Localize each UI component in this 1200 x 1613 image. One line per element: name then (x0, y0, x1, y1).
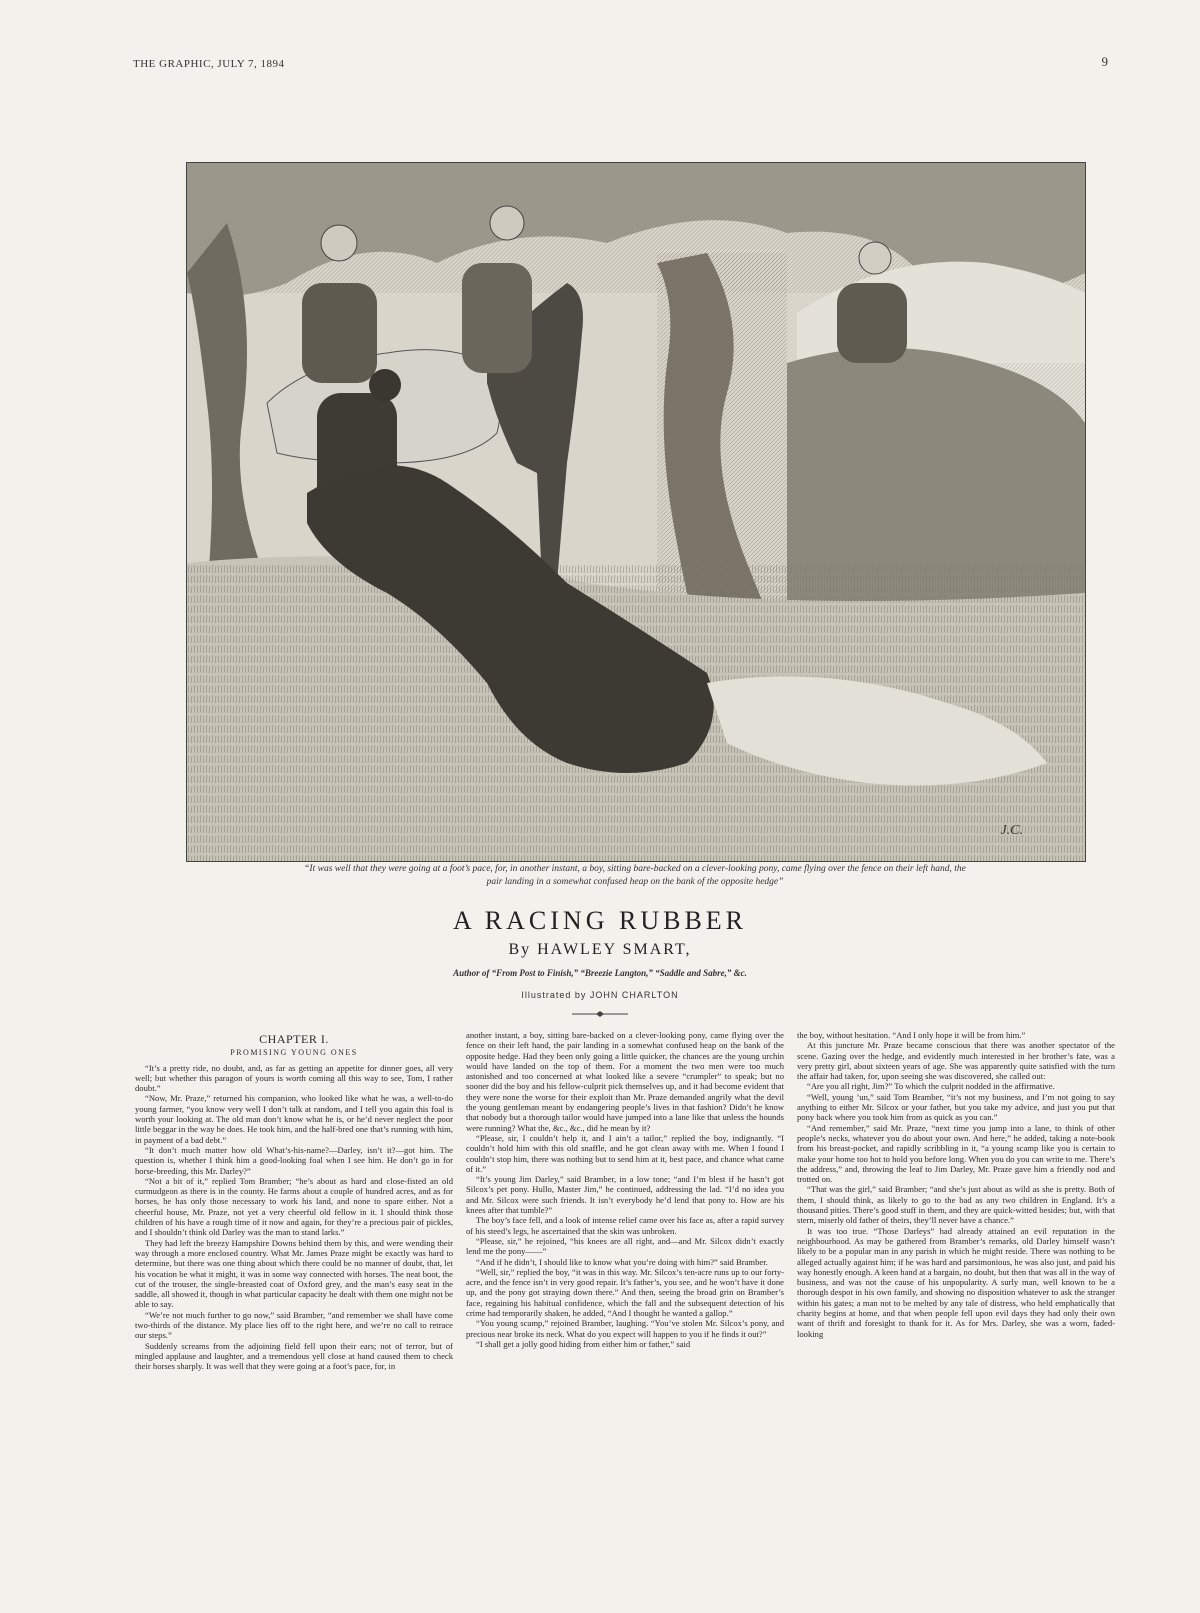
paragraph: Suddenly screams from the adjoining field fell upon their ears; not of terror, but of mingled applause and laughter, and a tremendous yell close at hand caused them to check their horses sharply. It was well that they were going at a foot’s pace, for, in (135, 1340, 453, 1372)
chapter-heading: CHAPTER I. (259, 1032, 329, 1046)
paragraph: “Well, young ’un,” said Tom Bramber, “it’s not my business, and I’m not going to say anything to either Mr. Silcox or your father, but you take my advice, and just you put that pony back where you took him from as quick as you can.” (797, 1091, 1115, 1123)
paragraph: “I shall get a jolly good hiding from either him or father,” said (476, 1338, 691, 1349)
text-column-1 (135, 1034, 453, 1372)
caption-line: “It was well that they were going at a foot’s pace, for, in another instant, a boy, sitting bare-backed on a clever-looking pony, came flying over the fence on their left hand, the (304, 864, 966, 874)
illustrator-credit: Illustrated by JOHN CHARLTON (521, 990, 679, 1000)
artist-signature: J.C. (1000, 823, 1023, 838)
page-header (133, 54, 1108, 78)
text-column-3 (797, 1030, 1115, 1339)
paragraph: “Please, sir,” he rejoined, “his knees are all right, and—and Mr. Silcox didn’t exactly lend me the pony——” (466, 1235, 784, 1257)
paragraph: “It don’t much matter how old What’s-his-name?—Darley, isn’t it?—got him. The question is, whether I think him a good-looking foal when I see him. He don’t go in for horse-breeding, this Mr. Darley?” (135, 1144, 453, 1176)
paragraph: “We’re not much further to go now,” said Bramber, “and remember we shall have come two-thirds of the distance. My place lies off to the right here, and we’re no call to retrace our steps.” (135, 1309, 453, 1341)
caption-line: pair landing in a somewhat confused heap on the bank of the opposite hedge” (486, 877, 784, 887)
running-head: THE GRAPHIC, JULY 7, 1894 (133, 58, 285, 70)
paragraph: The boy’s face fell, and a look of intense relief came over his face as, after a rapid survey of his steed’s legs, he ascertained that the skin was unbroken. (466, 1215, 784, 1236)
author-name: HAWLEY SMART, (537, 941, 692, 958)
author-credits: Author of “From Post to Finish,” “Breezie Langton,” “Saddle and Sabre,” &c. (453, 968, 747, 978)
paragraph: another instant, a boy, sitting bare-backed on a clever-looking pony, came flying over the fence on their left hand, the pair landing in a somewhat confused heap on the bank of the opposite hedge. Had they been only going a little quicker, the chances are the young urchin would have landed on the top of them. For a moment the two men were too much astonished and too concerned at what looked like a severe “crumpler” to speak; but no sooner did the boy and his fellow-culprit pick themselves up, and it had become evident that they were none the worse for their exploit than Mr. Praze demanded angrily what the devil the young gentleman meant by endangering people’s lives in that fashion? Didn’t he know that nobody but a thorough tailor would have jumped into a lane like that unless the hounds were running? What the, &c., &c., did he mean by it? (466, 1030, 784, 1133)
text-column-2 (466, 1030, 784, 1349)
paragraph: “Now, Mr. Praze,” returned his companion, who looked like what he was, a well-to-do young farmer, “you know very well I don’t talk at random, and I tell you again this foal is worth your looking at. The old man don’t know what he is, or he’d never neglect the poor little beggar in the way he does. He took him, and the half-bred one that’s running with him, in payment of a bad debt.” (135, 1093, 453, 1145)
engraving-illustration (186, 162, 1086, 862)
paragraph: “And remember,” said Mr. Praze, “next time you jump into a lane, to think of other people’s necks, whatever you do about your own. And here,” he added, taking a note-book from his breast-pocket, and rapidly scribbling in it, “a young scamp like you is certain to make your home too hot to hold you before long. When you do you can write to me. There’s the address,” and, throwing the leaf to Jim Darley, Mr. Praze gave him a friendly nod and trotted on. (797, 1122, 1115, 1185)
page-number: 9 (1101, 54, 1108, 69)
paragraph: the boy, without hesitation. “And I only hope it will be from him.” (797, 1030, 1026, 1040)
chapter-subheading: PROMISING YOUNG ONES (230, 1048, 358, 1058)
paragraph: “And if he didn’t, I should like to know what you’re doing with him?” said Bramber. (476, 1256, 768, 1267)
byline-by: By (508, 941, 532, 958)
paragraph: It was too true. “Those Darleys” had already attained an evil reputation in the neighbourhood. As may be gathered from Bramber’s remarks, old Darley himself wasn’t likely to be a popular man in any parish in which he might reside. There was nothing to be alleged actually against him; if he was hard and parsimonious, he was also just, and paid his way honestly enough. A keen hand at a bargain, no doubt, but then that was all in the way of business, and was not the cause of his unpopularity. A surly man, well known to be a thorough despot in his own family, and showing no disposition whatever to ask the stranger within his gates; a man not to be melted by any tale of distress, who held emphatically that charity begins at home, and that when people fell upon evil days they had only their own want of thrift and foresight to thank for it. As for Mrs. Darley, she was a worn, faded-looking (797, 1225, 1115, 1339)
paragraph: “Not a bit of it,” replied Tom Bramber; “he’s about as hard and close-fisted an old curmudgeon as there is in the county. He farms about a couple of hundred acres, and as for horses, he has only those necessary to work his land, and none to spare either. Not a cheerful house, Mr. Praze, not yet a very cheerful old fellow in it. I should think those children of his have a rough time of it now and again, for they’re a precious pair of pickles, and I shouldn’t think old Darley was the man to stand larks.” (135, 1175, 453, 1238)
paragraph: “Are you all right, Jim?” To which the culprit nodded in the affirmative. (807, 1081, 1055, 1092)
paragraph: At this juncture Mr. Praze became conscious that there was another spectator of the scene. Gazing over the hedge, and evidently much interested in her brother’s fate, was a very pretty girl, about sixteen years of age. She was apparently quite satisfied with the turn the affair had taken, for, upon seeing she was discovered, she called out: (797, 1040, 1115, 1082)
paragraph: “Well, sir,” replied the boy, “it was in this way. Mr. Silcox’s ten-acre runs up to our forty-acre, and the fence isn’t in very good repair. It’s father’s, you see, and he won’t have it done up, and the pony got straying down there.” And then, seeing the broad grin on Bramber’s face, regaining his habitual confidence, which the fall and the subsequent detection of his crime had temporarily shaken, he added, “And I thought he wanted a gallop.” (466, 1266, 784, 1319)
paragraph: “Please, sir, I couldn’t help it, and I ain’t a tailor,” replied the boy, indignantly. “I couldn’t hold him with this old snaffle, and he got clean away with me. When I found I couldn’t stop him, there was nothing but to send him at it, best pace, and chance what came of it.” (466, 1132, 784, 1174)
paragraph: “It’s young Jim Darley,” said Bramber, in a low tone; “and I’m blest if he hasn’t got Silcox’s pet pony. Hullo, Master Jim,” he continued, addressing the lad. “I’d no idea you and Mr. Silcox were such friends. It isn’t everybody he’d lend that pony to. How are his knees after that tumble?” (466, 1174, 784, 1216)
engraving-drawing (187, 163, 1085, 861)
illustration-caption (190, 863, 1080, 889)
paragraph: “That was the girl,” said Bramber; “and she’s just about as wild as she is pretty. Both of them, I should think, as likely to go to the bad as any two children in England. It’s a thousand pities. There’s good stuff in them, and they are quick-witted besides; but, with that stern, miserly old father of theirs, they’ll never have a chance.” (797, 1184, 1115, 1226)
paragraph: “It’s a pretty ride, no doubt, and, as far as getting an appetite for dinner goes, all very well; but whether this paragon of yours is worth coming all this way to see, Tom, I rather doubt.” (135, 1062, 453, 1094)
ornament-divider (572, 1011, 628, 1017)
paragraph: “You young scamp,” rejoined Bramber, laughing. “You’ve stolen Mr. Silcox’s pony, and precious near broke its neck. What do you expect will happen to you if he finds it out?” (466, 1318, 784, 1339)
story-title: A RACING RUBBER (452, 906, 748, 935)
paragraph: They had left the breezy Hampshire Downs behind them by this, and were wending their way through a more enclosed country. What Mr. James Praze might be exactly was hard to determine, but there was one thing about which there could be no manner of doubt, that, let his vocation be what it might, it was in some way connected with horses. The neat boot, the cut of the trouser, the single-breasted coat of Oxford grey, and the man’s easy seat in the saddle, all showed it, though in what particular capacity he dealt with them one might not be able to say. (135, 1237, 453, 1310)
byline (0, 941, 1200, 959)
